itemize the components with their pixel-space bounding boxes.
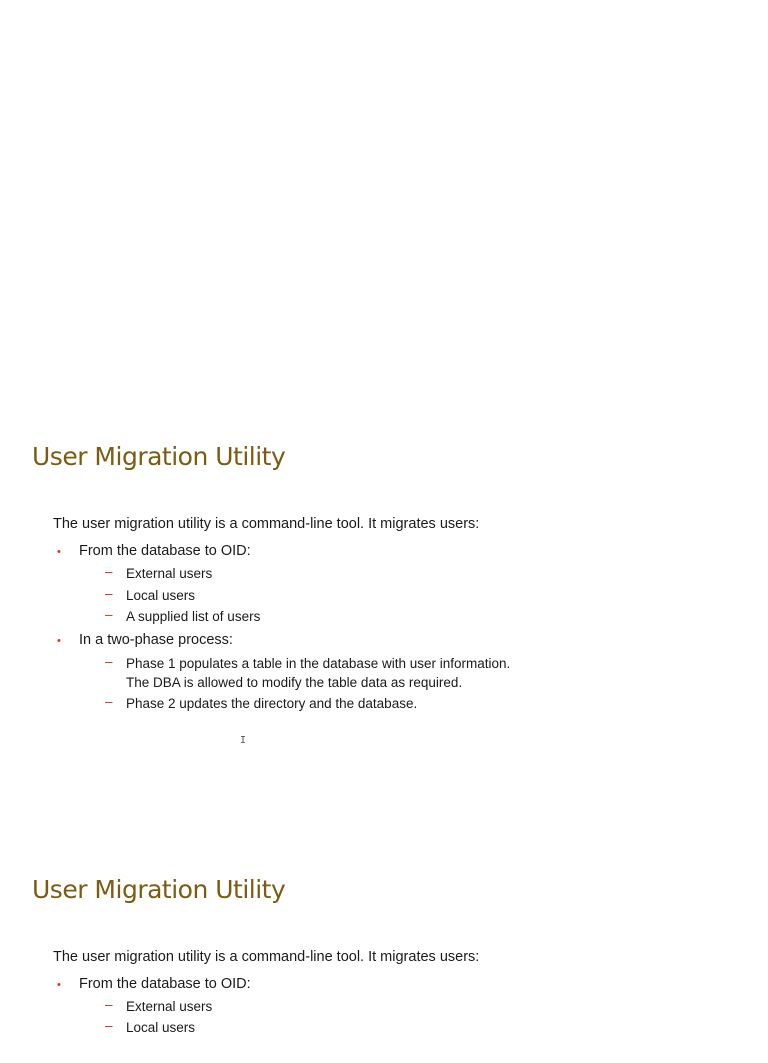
- bullet-text: From the database to OID:: [79, 976, 251, 992]
- slide-2: [0, 863, 768, 1063]
- sub-text: External users: [126, 566, 213, 581]
- sub-text: Local users: [126, 588, 196, 603]
- sub-text: Local users: [126, 1020, 196, 1035]
- bullet-text: From the database to OID:: [79, 543, 251, 559]
- slide-1: [0, 430, 768, 760]
- sub-text: The DBA is allowed to modify the table data as required.: [126, 675, 463, 690]
- dash-icon: –: [105, 586, 113, 601]
- sub-text: External users: [126, 999, 213, 1014]
- slide-title: User Migration Utility: [32, 875, 286, 904]
- slide-title: User Migration Utility: [32, 442, 286, 471]
- dash-icon: –: [105, 654, 113, 669]
- sub-text: Phase 2 updates the directory and the database.: [126, 696, 418, 711]
- bullet-dot-icon: •: [57, 979, 61, 991]
- dash-icon: –: [105, 997, 113, 1012]
- slide-intro: The user migration utility is a command-line tool. It migrates users:: [53, 949, 480, 965]
- dash-icon: –: [105, 564, 113, 579]
- text-cursor-icon: I: [240, 735, 247, 746]
- dash-icon: –: [105, 607, 113, 622]
- sub-text: Phase 1 populates a table in the database with user information.: [126, 656, 511, 671]
- bullet-text: In a two-phase process:: [79, 632, 233, 648]
- dash-icon: –: [105, 1018, 113, 1033]
- dash-icon: –: [105, 694, 113, 709]
- slide-intro: The user migration utility is a command-line tool. It migrates users:: [53, 516, 480, 532]
- sub-text: A supplied list of users: [126, 609, 261, 624]
- bullet-dot-icon: •: [57, 635, 61, 647]
- bullet-dot-icon: •: [57, 546, 61, 558]
